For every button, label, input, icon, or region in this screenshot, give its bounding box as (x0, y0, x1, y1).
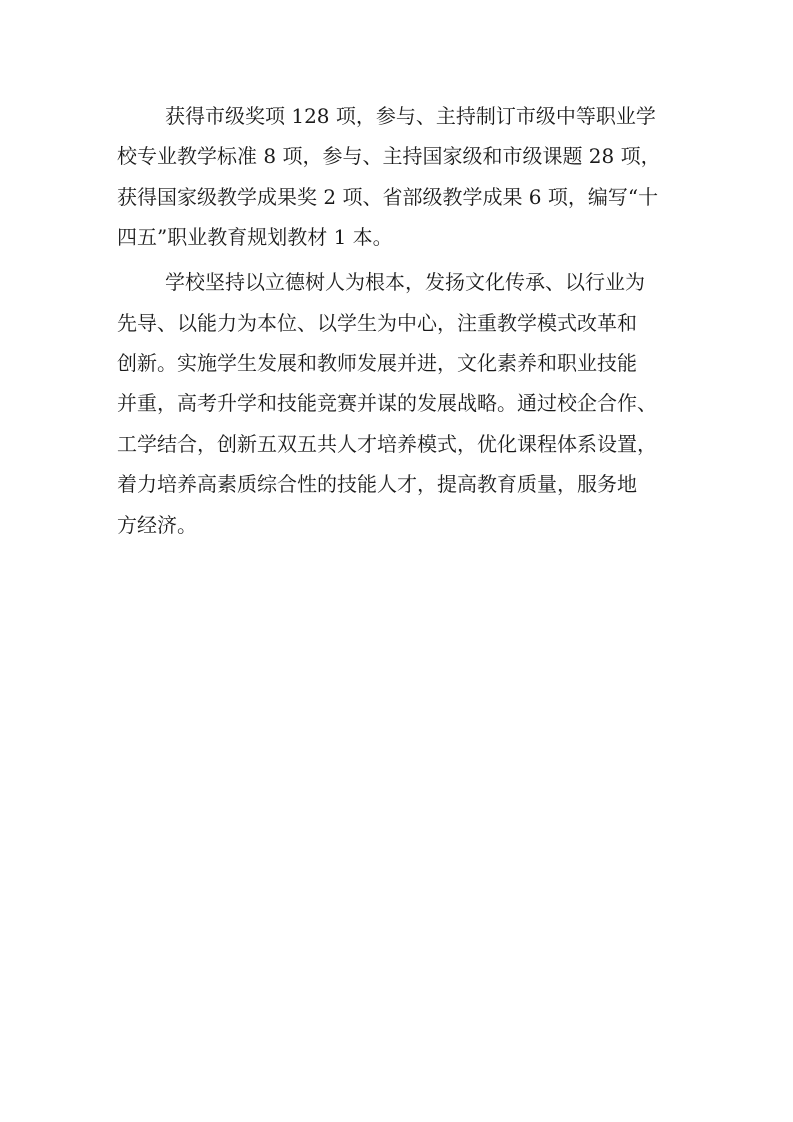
text-line: 四五”职业教育规划教材 1 本。 (117, 225, 393, 249)
text-line: 校专业教学标准 8 项，参与、主持国家级和市级课题 28 项， (117, 144, 661, 168)
text-line: 获得市级奖项 128 项，参与、主持制订市级中等职业学 (165, 104, 656, 128)
text-line: 先导、以能力为本位、以学生为中心，注重教学模式改革和 (117, 311, 637, 335)
text-line: 并重，高考升学和技能竞赛并谋的发展战略。通过校企合作、 (117, 391, 657, 415)
text-line: 创新。实施学生发展和教师发展并进，文化素养和职业技能 (117, 351, 637, 375)
text-line: 着力培养高素质综合性的技能人才，提高教育质量，服务地 (117, 472, 637, 496)
text-line: 工学结合，创新五双五共人才培养模式，优化课程体系设置， (117, 432, 657, 456)
text-line: 方经济。 (117, 513, 197, 537)
text-line: 学校坚持以立德树人为根本，发扬文化传承、以行业为 (165, 270, 645, 294)
text-line: 获得国家级教学成果奖 2 项、省部级教学成果 6 项，编写“十 (117, 185, 659, 209)
